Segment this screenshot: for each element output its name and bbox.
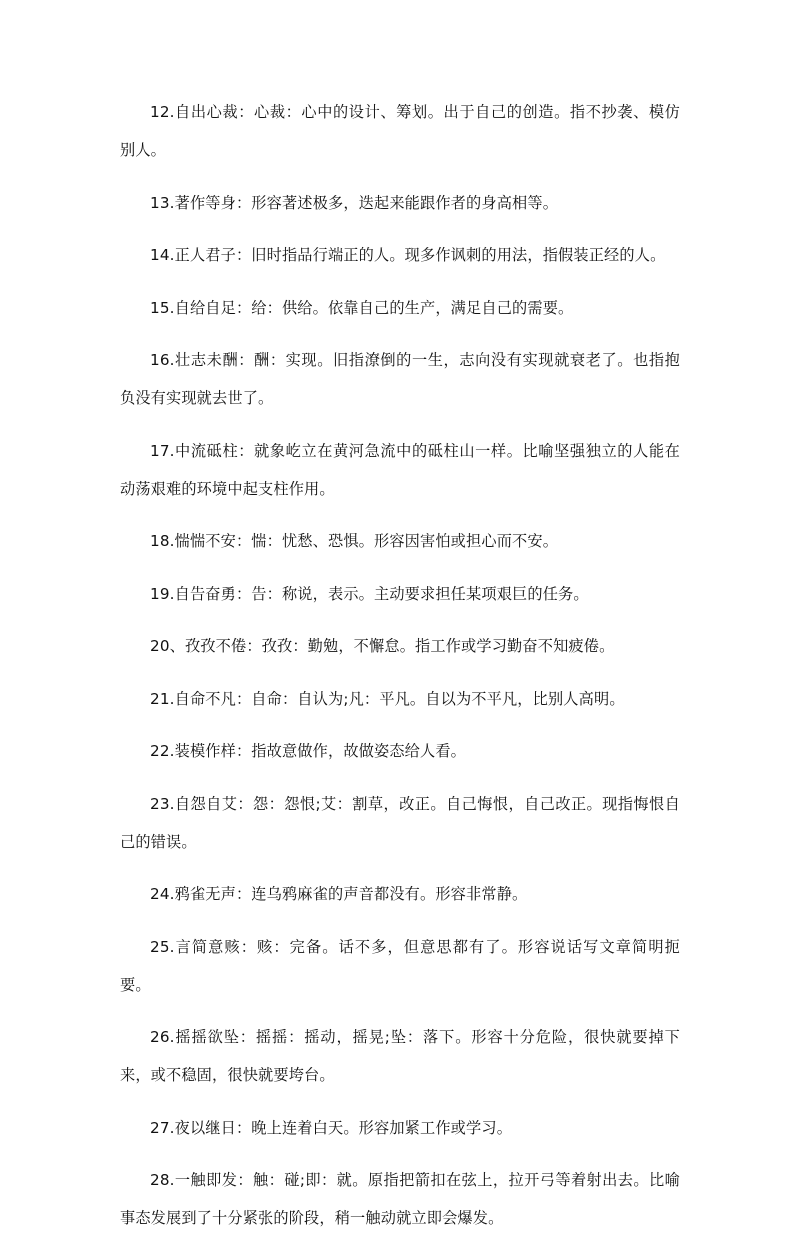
idiom-entry-14: 14.正人君子：旧时指品行端正的人。现多作讽刺的用法，指假装正经的人。 (150, 246, 666, 264)
idiom-entry-23: 23.自怨自艾：怨：怨恨;艾：割草，改正。自己悔恨，自己改正。现指悔恨自己的错误。 (120, 794, 680, 851)
document-page (120, 93, 680, 1252)
idiom-entry-21: 21.自命不凡：自命：自认为;凡：平凡。自以为不平凡，比别人高明。 (150, 689, 625, 708)
idiom-entry-13: 13.著作等身：形容著述极多，迭起来能跟作者的身高相等。 (150, 193, 559, 212)
idiom-entry-24: 24.鸦雀无声：连乌鸦麻雀的声音都没有。形容非常静。 (150, 885, 528, 903)
idiom-entry-25: 25.言简意赅：赅：完备。话不多，但意思都有了。形容说话写文章简明扼要。 (120, 937, 680, 994)
idiom-entry-22: 22.装模作样：指故意做作，故做姿态给人看。 (150, 742, 467, 760)
idiom-entry-15: 15.自给自足：给：供给。依靠自己的生产，满足自己的需要。 (150, 298, 574, 317)
idiom-entry-18: 18.惴惴不安：惴：忧愁、恐惧。形容因害怕或担心而不安。 (150, 532, 559, 550)
idiom-entry-28: 28.一触即发：触：碰;即：就。原指把箭扣在弦上，拉开弓等着射出去。比喻事态发展到了十分紧张的阶段，稍一触动就立即会爆发。 (120, 1171, 680, 1227)
idiom-entry-17: 17.中流砥柱：就象屹立在黄河急流中的砥柱山一样。比喻坚强独立的人能在动荡艰难的环境中起支柱作用。 (120, 441, 680, 498)
idiom-entry-16: 16.壮志未酬：酬：实现。旧指潦倒的一生，志向没有实现就衰老了。也指抱负没有实现就去世了。 (120, 351, 680, 407)
idiom-entry-27: 27.夜以继日：晚上连着白天。形容加紧工作或学习。 (150, 1118, 513, 1137)
idiom-entry-12: 12.自出心裁：心裁：心中的设计、筹划。出于自己的创造。指不抄袭、模仿别人。 (120, 103, 680, 159)
idiom-entry-26: 26.摇摇欲坠：摇摇：摇动，摇晃;坠：落下。形容十分危险，很快就要掉下来，或不稳固，很快就要垮台。 (120, 1028, 680, 1084)
idiom-entry-20: 20、孜孜不倦：孜孜：勤勉，不懈怠。指工作或学习勤奋不知疲倦。 (150, 637, 615, 655)
idiom-entry-19: 19.自告奋勇：告：称说，表示。主动要求担任某项艰巨的任务。 (150, 584, 589, 603)
